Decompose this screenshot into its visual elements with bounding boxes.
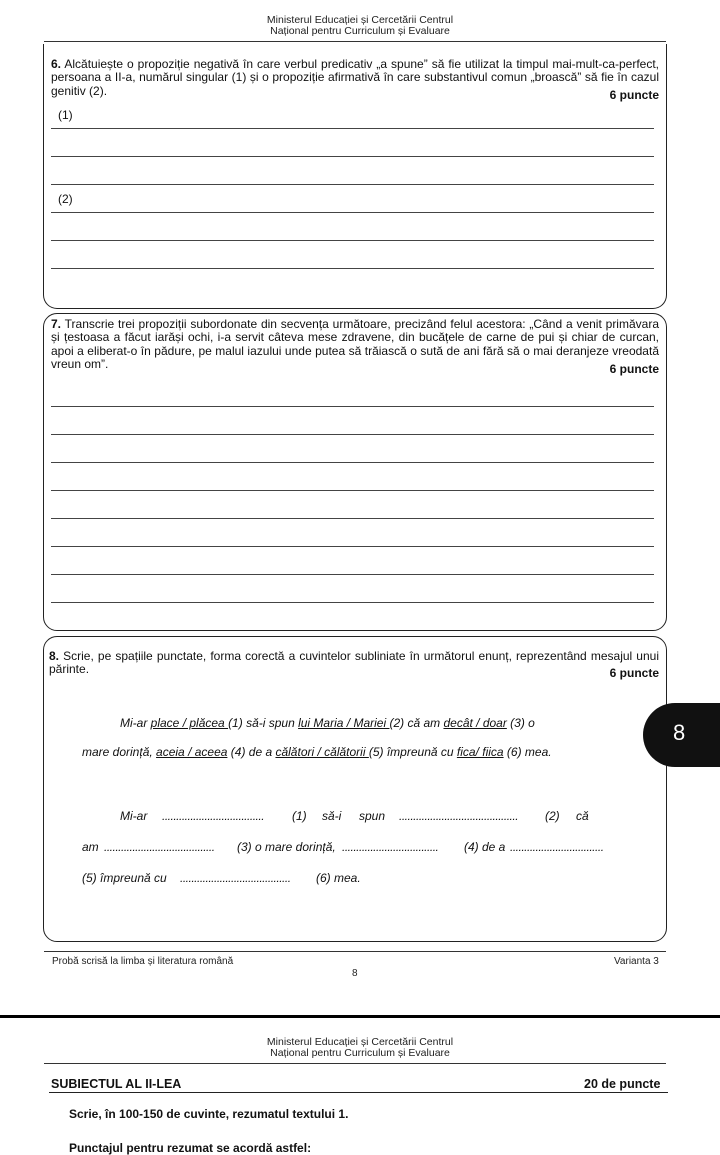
underlined-word: fica/ fiica bbox=[456, 745, 504, 759]
footer-rule bbox=[44, 951, 666, 952]
instruction-text: Scrie, în 100-150 de cuvinte, rezumatul textului 1. bbox=[69, 1107, 349, 1121]
question-8-number: 8. bbox=[49, 649, 60, 663]
answer-line[interactable] bbox=[51, 434, 654, 435]
question-6-box bbox=[43, 44, 667, 309]
question-6-body: Alcătuiește o propoziție negativă în care verbul predicativ „a spune” să fie utilizat la timpul mai-mult-ca-perfect, persoana a II-a, numărul singular (1) și o propoziție afirmativă în care substantivul comun „broască” să fie în cazul genitiv (2). bbox=[51, 57, 660, 98]
page-2-header bbox=[0, 1037, 720, 1059]
answer-line[interactable] bbox=[51, 490, 654, 491]
sentence-text: (6) mea. bbox=[503, 745, 552, 759]
answer-line[interactable] bbox=[51, 574, 654, 575]
header-line-2: Național pentru Curriculum și Evaluare bbox=[270, 25, 450, 37]
footer-left: Probă scrisă la limba și literatura română bbox=[52, 956, 234, 967]
fill-text: spun bbox=[359, 809, 386, 823]
fill-text: (6) mea. bbox=[316, 871, 361, 885]
fill-blank-1[interactable]: .................................... bbox=[162, 809, 265, 823]
question-8-box bbox=[43, 636, 667, 942]
answer-line[interactable] bbox=[51, 268, 654, 269]
question-6-points: 6 puncte bbox=[609, 87, 659, 102]
header-line-2: Național pentru Curriculum și Evaluare bbox=[270, 1047, 450, 1059]
scoring-text: Punctajul pentru rezumat se acordă astfel: bbox=[69, 1141, 312, 1155]
page-badge-number: 8 bbox=[673, 720, 686, 745]
question-8-points: 6 puncte bbox=[609, 665, 659, 680]
answer-line[interactable] bbox=[51, 462, 654, 463]
answer-line[interactable] bbox=[51, 212, 654, 213]
sentence-text: Mi-ar bbox=[120, 716, 151, 730]
question-8-body: Scrie, pe spațiile punctate, forma corectă a cuvintelor subliniate în următorul enunț, reprezentând mesajul unui părinte. bbox=[49, 649, 659, 677]
underlined-word: călători / călătorii bbox=[275, 745, 369, 759]
answer-line[interactable] bbox=[51, 602, 654, 603]
sentence-text: (4) de a bbox=[227, 745, 276, 759]
answer-label-1: (1) bbox=[58, 108, 73, 122]
page-separator bbox=[0, 1015, 720, 1018]
question-7-text bbox=[51, 318, 659, 376]
header-rule bbox=[44, 1063, 666, 1064]
question-7-box bbox=[43, 313, 667, 631]
question-8-text bbox=[49, 650, 659, 680]
fill-blank-6[interactable]: ....................................... bbox=[180, 871, 291, 885]
fill-text: am bbox=[82, 840, 99, 854]
header-rule bbox=[44, 41, 666, 42]
underlined-word: decât / doar bbox=[443, 716, 507, 730]
subject-rule bbox=[49, 1092, 668, 1093]
sentence-text: mare dorință, bbox=[82, 745, 157, 759]
question-6-number: 6. bbox=[51, 57, 62, 71]
answer-line[interactable] bbox=[51, 128, 654, 129]
question-7-body: Transcrie trei propoziții subordonate din secvența următoare, precizând felul acestora: „Când a venit primăvara și țestoasa a făcut iarăși ochi, i-a servit câteva mese zdravene, din bucățele de carne de pui și chiar de curcan, apoi a eliberat-o în pădure, pe malul iazului unde putea să trăiască o sută de ani fără să o mai deranjeze vreodată vreun om”. bbox=[51, 317, 659, 371]
underlined-word: aceia / aceea bbox=[156, 745, 228, 759]
fill-text: să-i bbox=[322, 809, 342, 823]
sentence-line-1 bbox=[120, 716, 535, 730]
sentence-text: (5) împreună cu bbox=[368, 745, 457, 759]
header-line-1: Ministerul Educației și Cercetării Centrul bbox=[266, 14, 454, 26]
answer-line[interactable] bbox=[51, 240, 654, 241]
footer-right: Varianta 3 bbox=[614, 956, 659, 967]
question-7-number: 7. bbox=[51, 317, 62, 331]
sentence-text: (2) că am bbox=[389, 716, 444, 730]
fill-text: că bbox=[576, 809, 589, 823]
answer-label-2: (2) bbox=[58, 192, 73, 206]
question-7-points: 6 puncte bbox=[609, 361, 659, 376]
fill-text: Mi-ar bbox=[120, 809, 148, 823]
underlined-word: lui Maria / Mariei bbox=[298, 716, 390, 730]
sentence-text: (3) o bbox=[506, 716, 535, 730]
subject-points: 20 de puncte bbox=[584, 1077, 661, 1091]
subject-title: SUBIECTUL AL II-LEA bbox=[51, 1077, 182, 1091]
sentence-text: (1) să-i spun bbox=[228, 716, 299, 730]
fill-text: (1) bbox=[292, 809, 307, 823]
question-6-text bbox=[51, 58, 659, 102]
page-badge bbox=[643, 703, 720, 767]
fill-text: (2) bbox=[545, 809, 560, 823]
answer-line[interactable] bbox=[51, 156, 654, 157]
answer-line[interactable] bbox=[51, 406, 654, 407]
page-number: 8 bbox=[352, 968, 358, 979]
answer-line[interactable] bbox=[51, 184, 654, 185]
answer-line[interactable] bbox=[51, 546, 654, 547]
fill-text: (3) o mare dorință, bbox=[237, 840, 336, 854]
fill-blank-2[interactable]: .......................................... bbox=[399, 809, 519, 823]
header-line-1: Ministerul Educației și Cercetării Centrul bbox=[266, 1036, 454, 1048]
answer-line[interactable] bbox=[51, 518, 654, 519]
fill-text: (5) împreună cu bbox=[82, 871, 167, 885]
fill-blank-5[interactable]: ................................. bbox=[510, 840, 604, 854]
sentence-line-2 bbox=[82, 745, 552, 759]
fill-blank-3[interactable]: ....................................... bbox=[104, 840, 215, 854]
fill-blank-4[interactable]: .................................. bbox=[342, 840, 439, 854]
underlined-word: place / plăcea bbox=[150, 716, 229, 730]
fill-text: (4) de a bbox=[464, 840, 506, 854]
page-header bbox=[0, 15, 720, 37]
